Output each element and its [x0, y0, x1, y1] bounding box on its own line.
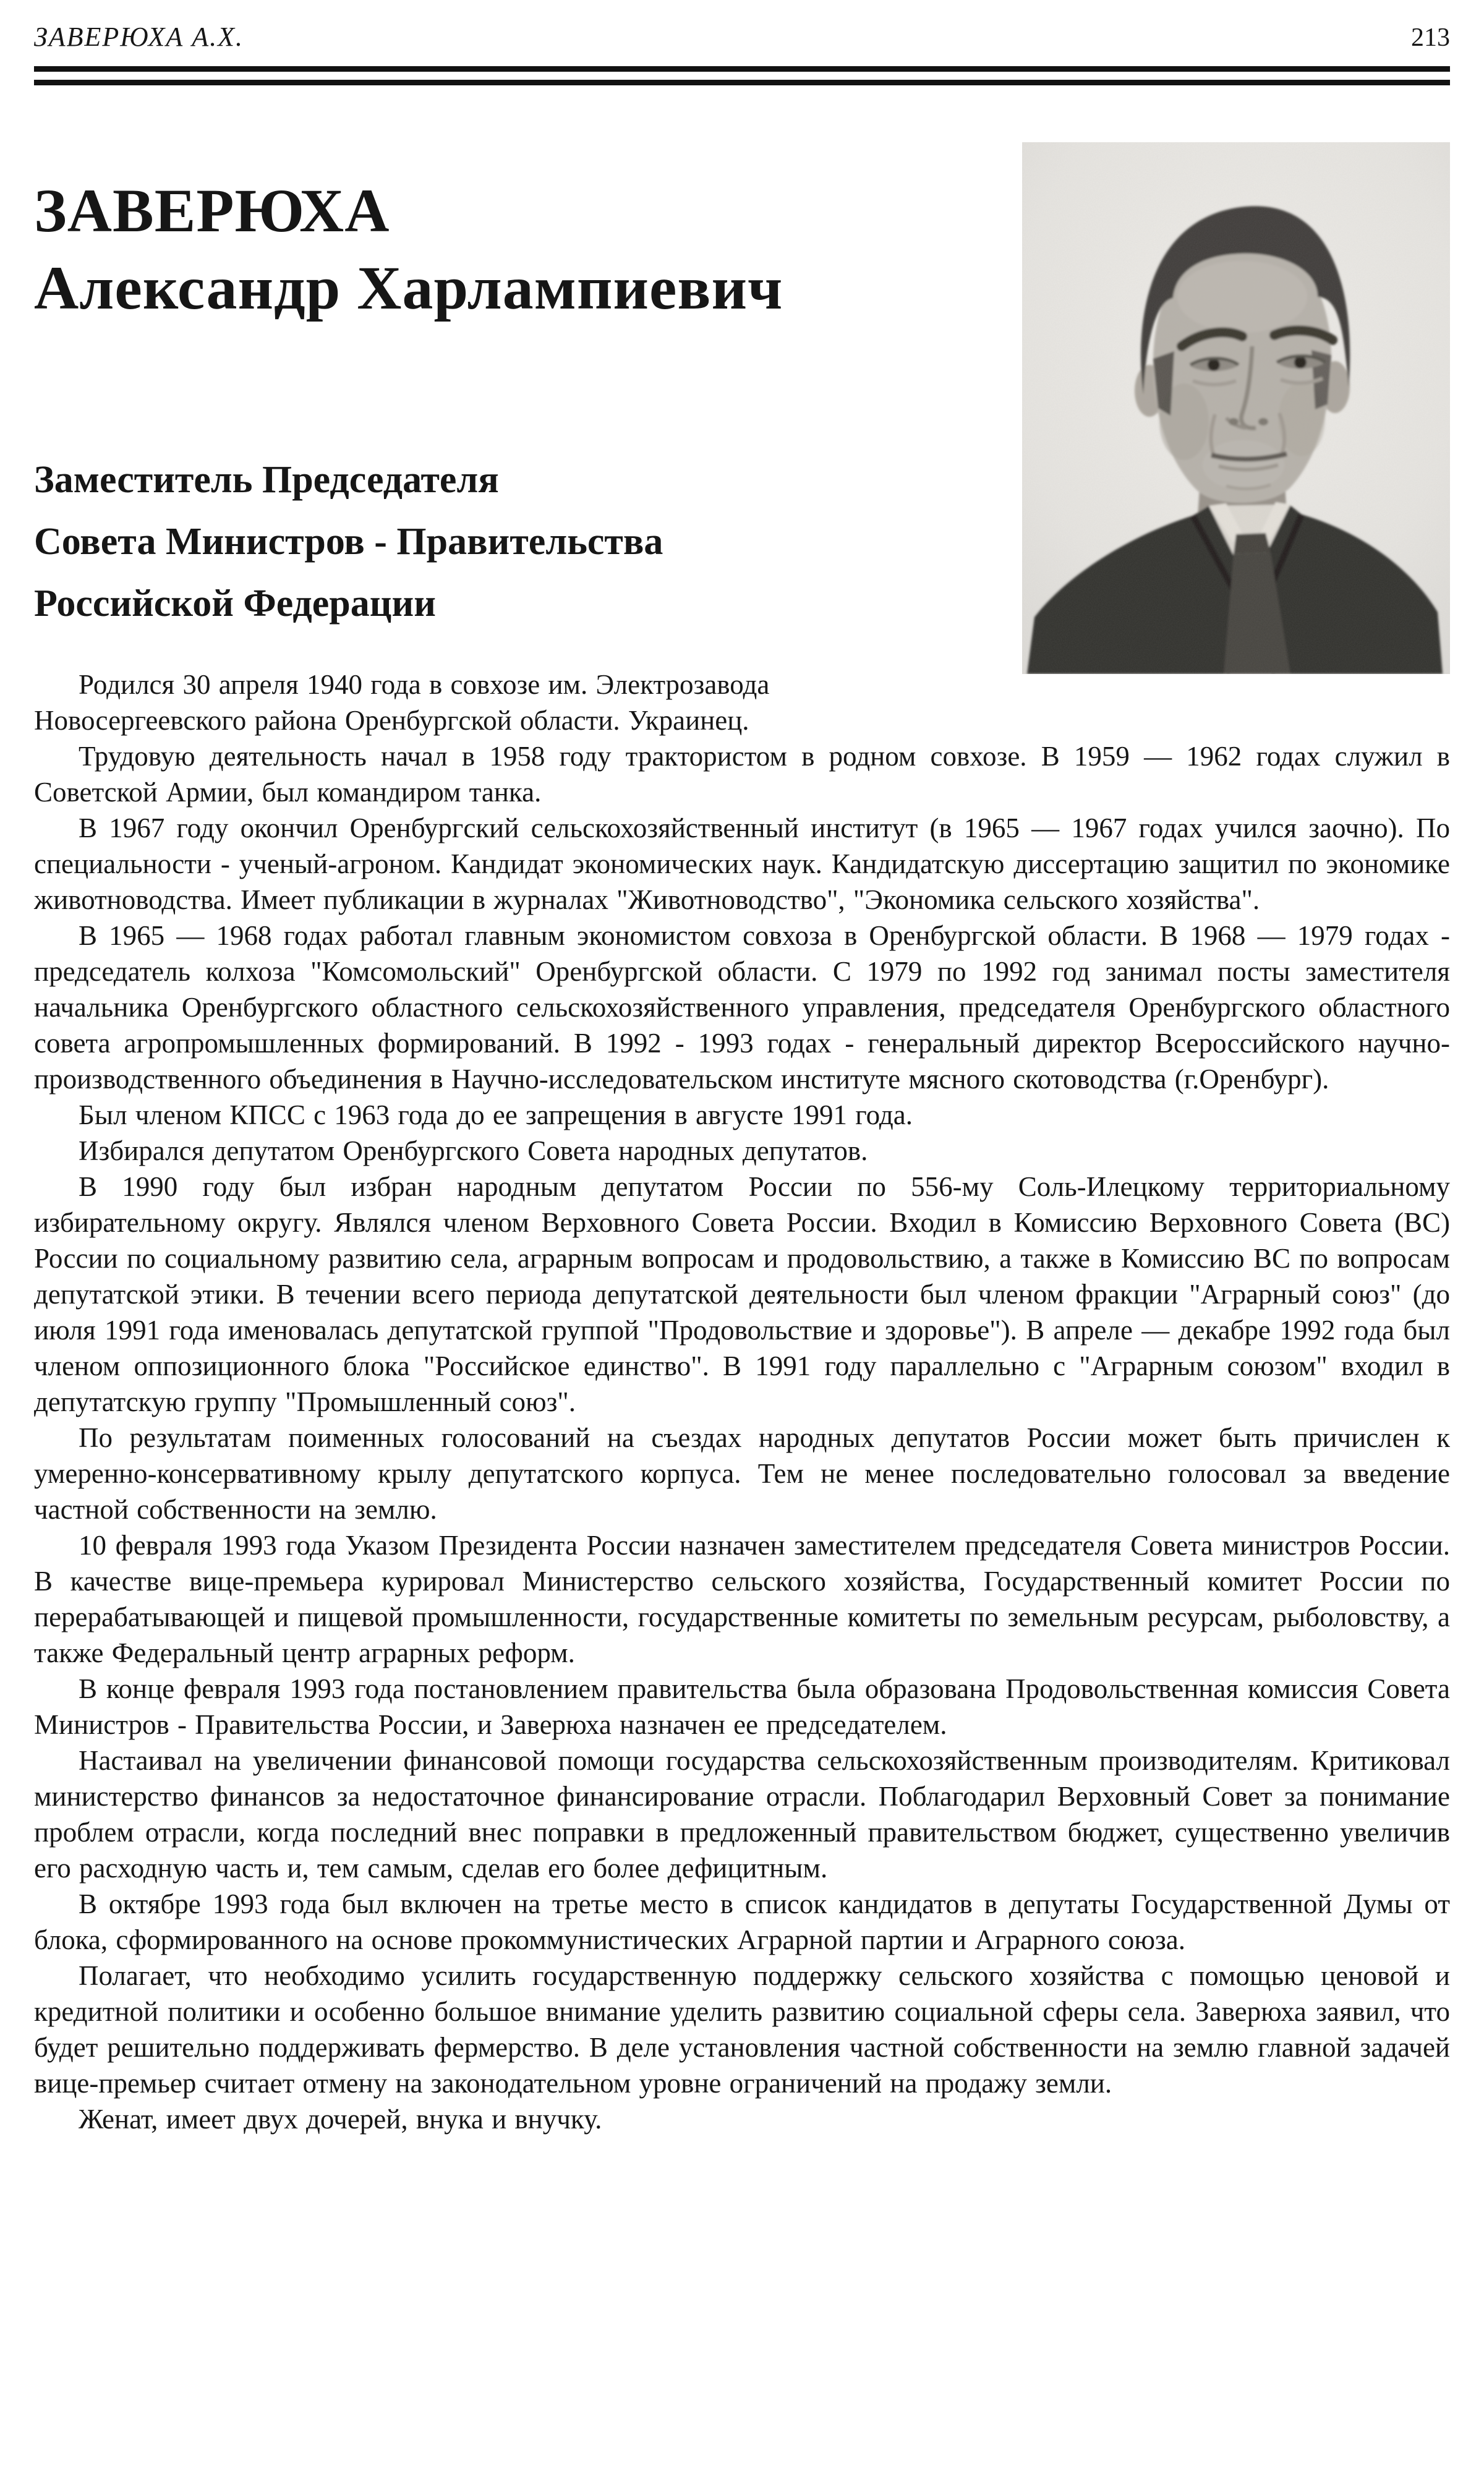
bio-paragraph: Родился 30 апреля 1940 года в совхозе им. Электрозавода Новосергеевского района Оренбургской области. Украинец. [34, 669, 770, 736]
page-number: 213 [1411, 23, 1450, 52]
position-line: Совета Министров - Правительства [34, 521, 663, 563]
entry-surname: ЗАВЕРЮХА [34, 176, 390, 245]
bio-paragraph: Полагает, что необходимо усилить государственную поддержку сельского хозяйства с помощью ценовой и кредитной политики и особенно большое внимание уделить развитию социальной сферы села. Заверюха заявил, что будет решительно поддерживать фермерство. В деле установления частной собственности на землю главной задачей вице-премьер считает отмену на законодательном уровне ограничений на продажу земли. [34, 1960, 1450, 2099]
bio-paragraph: По результатам поименных голосований на съездах народных депутатов России может быть причислен к умеренно-консервативному крылу депутатского корпуса. Тем не менее последовательно голосовал за введение частной собственности на землю. [34, 1422, 1450, 1525]
position-line: Заместитель Председателя [34, 459, 499, 501]
article [34, 142, 1450, 2137]
bio-paragraph: В октябре 1993 года был включен на третье место в список кандидатов в депутаты Государственной Думы от блока, сформированного на основе прокоммунистических Аграрной партии и Аграрного союза. [34, 1888, 1450, 1955]
bio-paragraph: Женат, имеет двух дочерей, внука и внучку. [79, 2104, 602, 2135]
bio-paragraph: Был членом КПСС с 1963 года до ее запрещения в августе 1991 года. [79, 1099, 913, 1130]
portrait-illustration [1022, 142, 1450, 674]
bio-paragraph: Трудовую деятельность начал в 1958 году трактористом в родном совхозе. В 1959 — 1962 годах служил в Советской Армии, был командиром танка. [34, 741, 1450, 808]
bio-paragraph: Избирался депутатом Оренбургского Совета народных депутатов. [79, 1135, 868, 1166]
bio-paragraph: В конце февраля 1993 года постановлением правительства была образована Продовольственная комиссия Совета Министров - Правительства России, и Заверюха назначен ее председателем. [34, 1673, 1450, 1740]
biography-text [34, 667, 1450, 2137]
bio-paragraph: В 1990 году был избран народным депутатом России по 556-му Соль-Илецкому территориальному избирательному округу. Являлся членом Верховного Совета России. Входил в Комиссию Верховного Совета (ВС) России по социальному развитию села, аграрным вопросам и продовольствию, а также в Комиссию ВС по вопросам депутатской этики. В течении всего периода депутатской деятельности был членом фракции "Аграрный союз" (до июля 1991 года именовалась депутатской группой "Продовольствие и здоровье"). В апреле — декабре 1992 года был членом оппозиционного блока "Российское единство". В 1991 году параллельно с "Аграрным союзом" входил в депутатскую группу "Промышленный союз". [34, 1171, 1450, 1417]
bio-paragraph: 10 февраля 1993 года Указом Президента России назначен заместителем председателя Совета министров России. В качестве вице-премьера курировал Министерство сельского хозяйства, Государственный комитет России по перерабатывающей и пищевой промышленности, государственные комитеты по земельным ресурсам, рыболовству, а также Федеральный центр аграрных реформ. [34, 1530, 1450, 1668]
bio-paragraph: Настаивал на увеличении финансовой помощи государства сельскохозяйственным производителям. Критиковал министерство финансов за недостаточное финансирование отрасли. Поблагодарил Верховный Совет за понимание проблем отрасли, когда последний внес поправки в предложенный правительством бюджет, существенно увеличив его расходную часть и, тем самым, сделав его более дефицитным. [34, 1745, 1450, 1884]
bio-paragraph: В 1965 — 1968 годах работал главным экономистом совхоза в Оренбургской области. В 1968 — 1979 годах - председатель колхоза "Комсомольский" Оренбургской области. С 1979 по 1992 год занимал посты заместителя начальника Оренбургского областного сельскохозяйственного управления, председателя Оренбургского областного совета агропромышленных формирований. В 1992 - 1993 годах - генеральный директор Всероссийского научно-производственного объединения в Научно-исследовательском институте мясного скотоводства (г.Оренбург). [34, 920, 1450, 1095]
bio-paragraph: В 1967 году окончил Оренбургский сельскохозяйственный институт (в 1965 — 1967 годах учился заочно). По специальности - ученый-агроном. Кандидат экономических наук. Кандидатскую диссертацию защитил по экономике животноводства. Имеет публикации в журналах "Животноводство", "Экономика сельского хозяйства". [34, 813, 1450, 915]
page-header [34, 0, 1450, 53]
portrait-photo [1022, 142, 1450, 674]
entry-given-name: Александр Харлампиевич [34, 254, 783, 322]
position-line: Российской Федерации [34, 582, 436, 625]
double-rule [34, 66, 1450, 85]
running-title: ЗАВЕРЮХА А.Х. [34, 22, 244, 52]
